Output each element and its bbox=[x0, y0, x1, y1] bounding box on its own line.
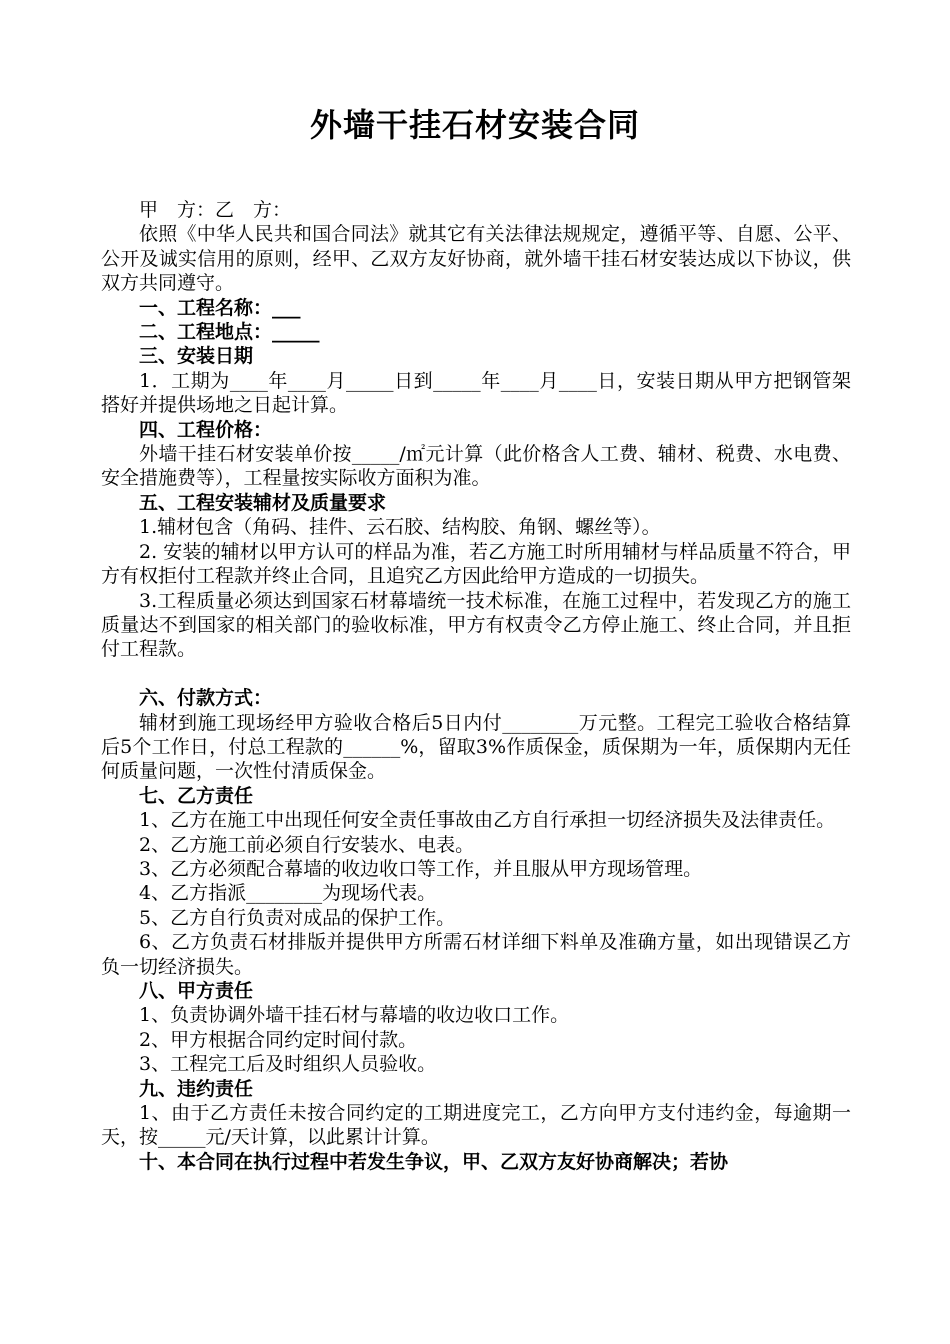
section-heading: 二、工程地点：_____ bbox=[139, 321, 320, 344]
paragraph: 3、工程完工后及时组织人员验收。 bbox=[139, 1053, 437, 1076]
section-heading: 十、本合同在执行过程中若发生争议，甲、乙双方友好协商解决；若协 bbox=[139, 1150, 729, 1173]
section-heading: 八、甲方责任 bbox=[139, 979, 254, 1002]
paragraph: 5、乙方自行负责对成品的保护工作。 bbox=[139, 906, 456, 929]
paragraph: 1.辅材包含（角码、挂件、云石胶、结构胶、角钢、螺丝等）。 bbox=[139, 516, 661, 539]
section-heading: 九、违约责任 bbox=[139, 1077, 254, 1100]
paragraph: 6、乙方负责石材排版并提供甲方所需石材详细下料单及准确方量，如出现错误乙方负一切经济损失。 bbox=[101, 931, 851, 978]
paragraph: 3、乙方必须配合幕墙的收边收口等工作，并且服从甲方现场管理。 bbox=[139, 857, 703, 880]
paragraph: 1．工期为____年____月_____日到_____年____月____日，安装日期从甲方把钢管架搭好并提供场地之日起计算。 bbox=[101, 369, 851, 417]
paragraph: 辅材到施工现场经甲方验收合格后5日内付________万元整。工程完工验收合格结算后5个工作日，付总工程款的______%，留取3%作质保金，质保期为一年，质保期内无任何质量问题，一次性付清质保金。 bbox=[101, 711, 851, 783]
section-heading: 六、付款方式： bbox=[139, 687, 273, 710]
section-heading: 五、工程安装辅材及质量要求 bbox=[139, 491, 387, 514]
paragraph: 2、乙方施工前必须自行安装水、电表。 bbox=[139, 833, 475, 856]
paragraph: 2、甲方根据合同约定时间付款。 bbox=[139, 1028, 418, 1051]
section-heading: 七、乙方责任 bbox=[139, 784, 254, 807]
paragraph: 2. 安装的辅材以甲方认可的样品为准，若乙方施工时所用辅材与样品质量不符合，甲方有权拒付工程款并终止合同，且追究乙方因此给甲方造成的一切损失。 bbox=[101, 540, 851, 588]
section-heading: 三、安装日期 bbox=[139, 345, 254, 368]
paragraph: 甲 方：乙 方： bbox=[139, 199, 292, 221]
paragraph: 1、乙方在施工中出现任何安全责任事故由乙方自行承担一切经济损失及法律责任。 bbox=[139, 809, 836, 832]
paragraph: 1、由于乙方责任未按合同约定的工期进度完工，乙方向甲方支付违约金，每逾期一天，按_____元/天计算，以此累计计算。 bbox=[101, 1102, 851, 1149]
section-heading: 四、工程价格： bbox=[139, 418, 273, 441]
paragraph: 4、乙方指派________为现场代表。 bbox=[139, 882, 437, 905]
blank-spacer bbox=[101, 662, 851, 686]
paragraph: 依照《中华人民共和国合同法》就其它有关法律法规规定，遵循平等、自愿、公平、公开及诚实信用的原则，经甲、乙双方友好协商，就外墙干挂石材安装达成以下协议，供双方共同遵守。 bbox=[101, 223, 851, 295]
paragraph: 1、负责协调外墙干挂石材与幕墙的收边收口工作。 bbox=[139, 1004, 570, 1027]
section-heading: 一、工程名称：___ bbox=[139, 296, 301, 319]
paragraph: 外墙干挂石材安装单价按_____/㎡元计算（此价格含人工费、辅材、税费、水电费、安全措施费等），工程量按实际收方面积为准。 bbox=[101, 443, 851, 490]
paragraph: 3.工程质量必须达到国家石材幕墙统一技术标准，在施工过程中，若发现乙方的施工质量达不到国家的相关部门的验收标准，甲方有权责令乙方停止施工、终止合同，并且拒付工程款。 bbox=[101, 589, 851, 661]
document-title: 外墙干挂石材安装合同 bbox=[309, 106, 640, 144]
document-body bbox=[101, 198, 851, 1174]
